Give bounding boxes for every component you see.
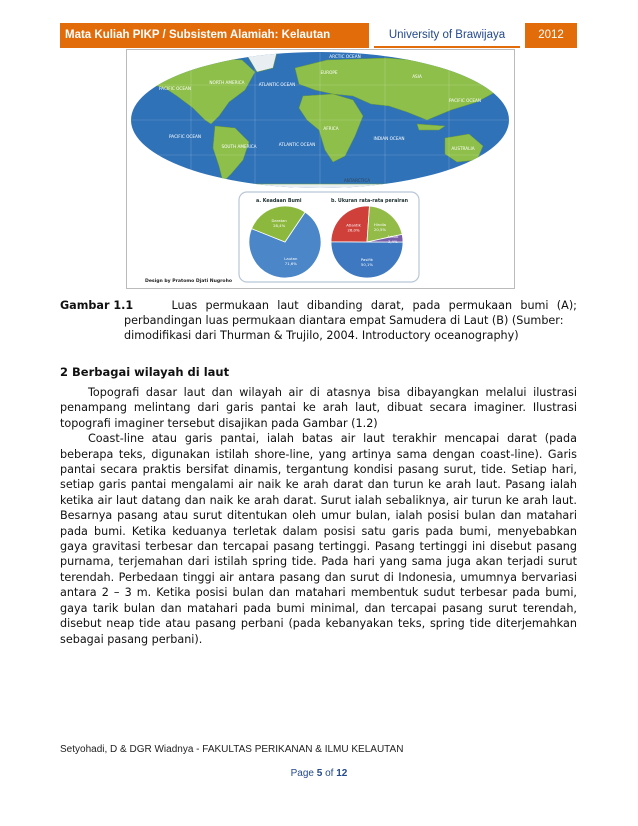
footer-author: Setyohadi, D & DGR Wiadnya - FAKULTAS PERIKANAN & ILMU KELAUTAN [60, 744, 404, 755]
label-africa: AFRICA [323, 126, 339, 131]
pie-label-daratan: Daratan [271, 218, 287, 224]
footer-page-number [0, 768, 638, 779]
caption-word: (A); [556, 299, 577, 312]
label-north-america: NORTH AMERICA [209, 80, 245, 85]
pie-a-title: a. Keadaan Bumi [256, 199, 302, 204]
footer-page-total: 12 [336, 768, 348, 779]
label-atlantic-n: ATLANTIC OCEAN [258, 82, 296, 87]
body-text [60, 385, 577, 647]
pie-chart-a [249, 206, 321, 278]
pie-label-lautan: Lautan [284, 255, 298, 261]
pie-label-pasifik: Pasifik [360, 256, 373, 262]
label-pacific-n: PACIFIC OCEAN [159, 86, 191, 91]
caption-line3: dimodifikasi dari Thurman & Trujilo, 2004. Introductory oceanography) [124, 329, 519, 342]
label-indian: INDIAN OCEAN [373, 136, 405, 141]
caption-word: laut [277, 299, 299, 312]
caption-word: pada [412, 299, 441, 312]
label-pacific-s: PACIFIC OCEAN [169, 134, 201, 139]
label-atlantic-s: ATLANTIC OCEAN [278, 142, 316, 147]
caption-word: Luas [171, 299, 198, 312]
caption-line1 [60, 298, 577, 313]
pie-b-title: b. Ukuran rata-rata perairan [331, 199, 408, 204]
pie-chart-b [331, 206, 403, 278]
footer-of-word: of [325, 768, 334, 779]
pie-value-lautan: 71,6% [284, 260, 297, 266]
label-europe: EUROPE [320, 70, 338, 75]
pie-value-pasifik: 50,1% [360, 261, 373, 267]
pie-value-atlantik: 26,0% [347, 227, 360, 233]
figure-caption [60, 298, 577, 343]
footer-page-current: 5 [316, 768, 323, 779]
caption-word: permukaan [448, 299, 513, 312]
paragraph-1: Topografi dasar laut dan wilayah air di atasnya bisa dibayangkan melalui ilustrasi penampang melintang dari garis pantai ke arah laut, dibuat secara imaginer. Ilustrasi topografi imaginer tersebut disajikan pada Gambar (1.2) [60, 386, 577, 430]
label-asia: ASIA [412, 74, 422, 79]
pie-label-hindia: Hindia [373, 222, 387, 228]
header-year: 2012 [525, 23, 577, 48]
section-heading: 2 Berbagai wilayah di laut [60, 365, 230, 379]
footer-page-word: Page [290, 768, 314, 779]
pie-value-hindia: 20,5% [373, 227, 386, 233]
pie-label-atlantik: Atlantik [346, 222, 361, 228]
label-antarctica: ANTARCTICA [343, 178, 371, 183]
label-arctic: ARCTIC OCEAN [329, 54, 361, 59]
pie-value-arktik: 3,4% [387, 239, 398, 245]
header-course: Mata Kuliah PIKP / Subsistem Alamiah: Kelautan [60, 23, 369, 48]
header-university: University of Brawijaya [374, 23, 520, 48]
caption-line2: perbandingan luas permukaan diantara empat Samudera di Laut (B) (Sumber: [124, 314, 564, 327]
label-pacific-ne: PACIFIC OCEAN [449, 98, 481, 103]
figure-svg [127, 50, 514, 288]
figure-world-map [126, 49, 515, 289]
page-header [60, 23, 577, 48]
label-south-america: SOUTH AMERICA [221, 144, 257, 149]
caption-label: Gambar 1.1 [60, 299, 134, 312]
label-australia: AUSTRALIA [451, 146, 475, 151]
pie-value-daratan: 28,4% [273, 223, 286, 229]
caption-word: permukaan [205, 299, 269, 312]
caption-word: darat, [370, 299, 405, 312]
caption-word: bumi [520, 299, 549, 312]
caption-word: dibanding [306, 299, 363, 312]
figure-credit: Design by Pratomo Djati Nugroho [145, 279, 233, 284]
paragraph-2: Coast-line atau garis pantai, ialah batas air laut terakhir mencapai darat (pada beberapa teks, digunakan istilah shore-line, yang artinya sama dengan coast-line). Garis pantai secara praktis bersifat dinamis, tergantung kondisi pasang surut, tide. Setiap hari, setiap garis pantai mengalami air naik ke arah darat dan turun ke arah laut. Pasang ialah ketika air laut datang dan naik ke arah darat. Surut ialah sebaliknya, air turun ke arah laut. Besarnya pasang atau surut ditentukan oleh umur bulan, ialah posisi bulan dan matahari pada bumi. Ketika keduanya terletak dalam posisi satu garis pada bumi, menyebabkan gaya gravitasi terbesar dan tercapai pasang tertinggi. Pasang tertinggi ini disebut pasang purnama, terjemahan dari istilah spring tide. Pada hari yang sama juga akan terjadi surut terendah. Perbedaan tinggi air antara pasang dan surut di Indonesia, umumnya bervariasi antara 2 – 3 m. Ketika posisi bulan dan matahari membentuk sudut terbesar pada bumi, gaya tarik bulan dan matahari pada bumi minimal, dan tercapai pasang surut terendah, disebut neap tide atau pasang perbani (pada kebanyakan teks, spring tide diterjemahkan sebagai pasang perbani). [60, 432, 577, 646]
pie-label-arktik: Arktik [387, 234, 399, 240]
antarctica-shape [147, 184, 507, 190]
